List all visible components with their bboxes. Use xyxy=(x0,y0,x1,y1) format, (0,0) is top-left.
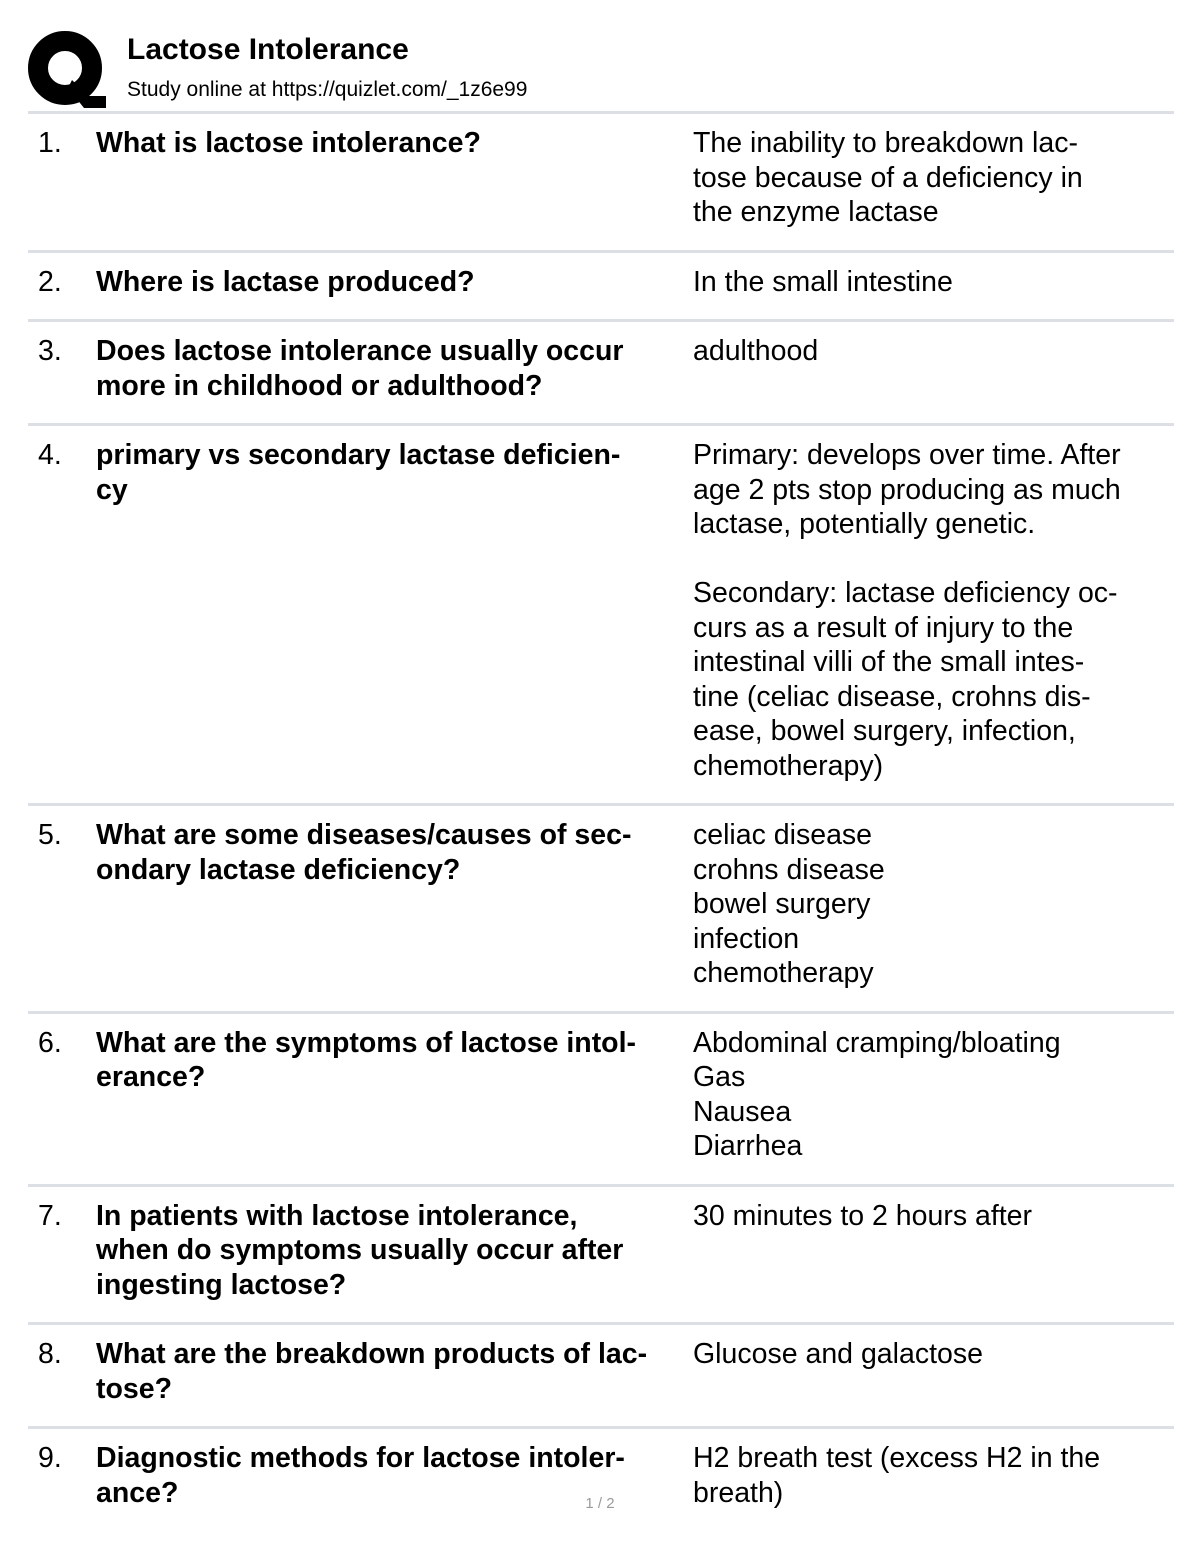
term-line: Where is lactase produced? xyxy=(96,265,475,298)
definition-line: Secondary: lactase deficiency oc- xyxy=(693,577,1118,609)
card-number: 1. xyxy=(38,127,62,159)
card-term xyxy=(96,334,693,403)
card-definition xyxy=(693,334,1174,369)
definition-line: tose because of a deficiency in xyxy=(693,161,1083,194)
card-term xyxy=(96,438,693,507)
flashcard-content xyxy=(28,818,1174,991)
term-line: ance? xyxy=(96,1476,179,1509)
definition-line: tine (celiac disease, crohns dis- xyxy=(693,680,1091,713)
card-number: 6. xyxy=(38,1026,62,1059)
definition-line: ease, bowel surgery, infection, xyxy=(693,715,1076,747)
definition-line: infection xyxy=(693,922,800,955)
card-number: 5. xyxy=(38,819,62,851)
card-term xyxy=(96,126,693,161)
card-definition xyxy=(693,1026,1174,1164)
definition-line: chemotherapy xyxy=(693,957,874,989)
definition-line: bowel surgery xyxy=(693,888,871,920)
card-definition xyxy=(693,265,1174,300)
card-number: 8. xyxy=(38,1338,62,1370)
term-line: What are the symptoms of lactose intol- xyxy=(96,1026,636,1059)
term-line: ondary lactase deficiency? xyxy=(96,853,461,886)
definition-line: Diarrhea xyxy=(693,1130,803,1162)
term-line: Diagnostic methods for lactose intoler- xyxy=(96,1442,625,1474)
definition-line: In the small intestine xyxy=(693,265,953,298)
term-line: more in childhood or adulthood? xyxy=(96,369,543,402)
term-line: cy xyxy=(96,473,128,506)
quizlet-logo-icon xyxy=(28,30,108,108)
definition-line: Abdominal cramping/bloating xyxy=(693,1026,1061,1059)
flashcard-content xyxy=(28,265,1174,300)
term-line: tose? xyxy=(96,1372,173,1405)
card-number: 3. xyxy=(38,335,62,367)
term-line: What is lactose intolerance? xyxy=(96,127,481,159)
flashcard-row xyxy=(28,806,1174,1014)
term-line: erance? xyxy=(96,1061,206,1093)
card-definition xyxy=(693,1337,1174,1372)
flashcard-row xyxy=(28,1187,1174,1326)
definition-line: The inability to breakdown lac- xyxy=(693,127,1078,159)
flashcard-row xyxy=(28,114,1174,253)
study-online-link[interactable]: Study online at https://quizlet.com/_1z6e99 xyxy=(127,78,528,101)
card-definition xyxy=(693,126,1174,230)
term-line: ingesting lactose? xyxy=(96,1268,347,1301)
definition-line: the enzyme lactase xyxy=(693,196,939,228)
card-definition xyxy=(693,438,1174,783)
term-line: when do symptoms usually occur after xyxy=(96,1234,624,1266)
flashcard-row xyxy=(28,1014,1174,1187)
card-term xyxy=(96,1199,693,1303)
flashcard-row xyxy=(28,322,1174,426)
card-number: 2. xyxy=(38,265,62,298)
definition-line: curs as a result of injury to the xyxy=(693,611,1074,644)
document-title: Lactose Intolerance xyxy=(127,33,409,66)
card-definition xyxy=(693,1199,1174,1234)
flashcard-list xyxy=(28,114,1174,1530)
term-line: primary vs secondary lactase deficien- xyxy=(96,439,621,471)
card-number: 4. xyxy=(38,439,62,471)
definition-line: lactase, potentially genetic. xyxy=(693,508,1036,540)
card-term xyxy=(96,818,693,887)
definition-line: adulthood xyxy=(693,335,819,367)
page-indicator: 1 / 2 xyxy=(585,1495,615,1512)
definition-line: crohns disease xyxy=(693,853,885,886)
definition-line: breath) xyxy=(693,1476,784,1509)
document-header xyxy=(28,28,1174,112)
term-line: What are the breakdown products of lac- xyxy=(96,1338,648,1370)
definition-line: celiac disease xyxy=(693,819,873,851)
definition-line: Primary: develops over time. After xyxy=(693,439,1121,471)
term-line: In patients with lactose intolerance, xyxy=(96,1199,578,1232)
definition-line: H2 breath test (excess H2 in the xyxy=(693,1442,1101,1474)
definition-line: Gas xyxy=(693,1061,746,1093)
term-line: What are some diseases/causes of sec- xyxy=(96,819,632,851)
flashcard-row xyxy=(28,1325,1174,1429)
card-definition xyxy=(693,818,1174,991)
flashcard-row xyxy=(28,1429,1174,1530)
flashcard-row xyxy=(28,253,1174,323)
definition-line: age 2 pts stop producing as much xyxy=(693,473,1121,506)
definition-line: chemotherapy) xyxy=(693,749,884,782)
flashcard-content xyxy=(28,1026,1174,1164)
flashcard-content xyxy=(28,1337,1174,1406)
card-number: 7. xyxy=(38,1199,62,1232)
definition-line: 30 minutes to 2 hours after xyxy=(693,1199,1033,1232)
card-term xyxy=(96,265,693,300)
definition-line: intestinal villi of the small intes- xyxy=(693,646,1085,678)
flashcard-content xyxy=(28,1199,1174,1303)
term-line: Does lactose intolerance usually occur xyxy=(96,335,624,367)
flashcard-content xyxy=(28,126,1174,230)
definition-gap xyxy=(693,542,1174,577)
flashcard-content xyxy=(28,438,1174,783)
card-term xyxy=(96,1337,693,1406)
flashcard-row xyxy=(28,426,1174,806)
flashcard-content xyxy=(28,334,1174,403)
card-term xyxy=(96,1026,693,1095)
definition-line: Nausea xyxy=(693,1095,792,1128)
definition-line: Glucose and galactose xyxy=(693,1338,983,1370)
card-number: 9. xyxy=(38,1442,62,1474)
